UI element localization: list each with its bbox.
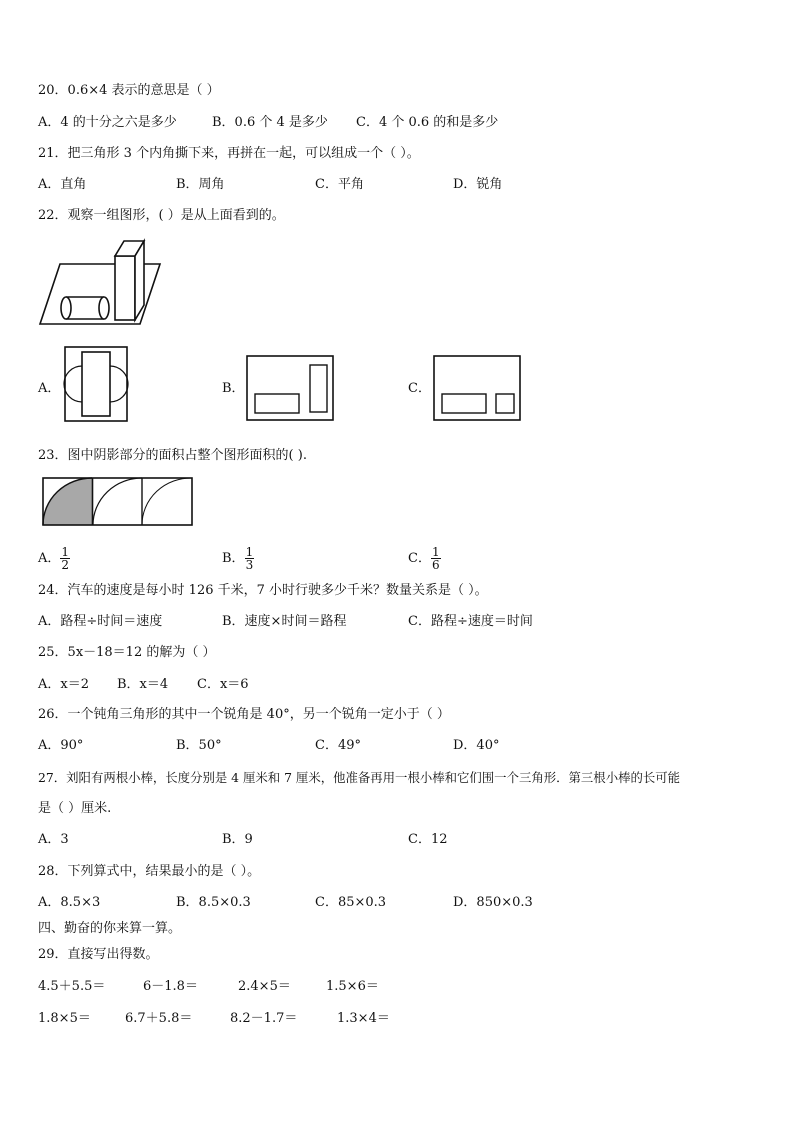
q26-option-d[interactable]: D．40° xyxy=(453,738,500,753)
q22-stem: 22．观察一组图形，( ）是从上面看到的。 xyxy=(38,208,285,223)
q22-option-c-view[interactable] xyxy=(433,355,521,421)
q22-option-b-view[interactable] xyxy=(246,355,334,421)
q22-option-c-label[interactable]: C． xyxy=(408,381,431,396)
q24-stem: 24．汽车的速度是每小时 126 千米，7 小时行驶多少千米？数量关系是（ ）。 xyxy=(38,583,488,598)
q23-option-a-label: A． xyxy=(38,551,61,566)
q22-option-a-view[interactable] xyxy=(64,346,128,422)
q20-stem: 20．0.6×4 表示的意思是（ ） xyxy=(38,83,220,98)
q22-option-b-label[interactable]: B． xyxy=(222,381,245,396)
q24-option-b[interactable]: B．速度×时间＝路程 xyxy=(222,614,347,629)
q20-option-a[interactable]: A．4 的十分之六是多少 xyxy=(38,115,177,130)
q29-item: 6－1.8＝ xyxy=(143,979,198,994)
q28-option-a[interactable]: A．8.5×3 xyxy=(38,895,101,910)
q28-option-b[interactable]: B．8.5×0.3 xyxy=(176,895,251,910)
q23-option-b-fraction: $\frac{1}{3}$ xyxy=(245,545,254,572)
q26-option-c[interactable]: C．49° xyxy=(315,738,361,753)
q23-option-c[interactable] xyxy=(408,546,441,571)
q29-item: 1.3×4＝ xyxy=(337,1011,390,1026)
q29-item: 1.5×6＝ xyxy=(326,979,379,994)
q23-shaded-figure xyxy=(42,477,194,527)
q29-item: 6.7＋5.8＝ xyxy=(125,1011,193,1026)
q28-option-d[interactable]: D．850×0.3 xyxy=(453,895,533,910)
q23-option-b-label: B． xyxy=(222,551,245,566)
q27-stem-line1: 27．刘阳有两根小棒，长度分别是 4 厘米和 7 厘米，他准备再用一根小棒和它们围一个三角形．第三根小棒的长可能 xyxy=(38,770,681,785)
q23-option-c-label: C． xyxy=(408,551,431,566)
q23-option-b[interactable] xyxy=(222,546,254,571)
q28-option-c[interactable]: C．85×0.3 xyxy=(315,895,387,910)
q25-option-c[interactable]: C．x＝6 xyxy=(197,677,249,692)
q29-item: 4.5＋5.5＝ xyxy=(38,979,106,994)
q29-stem: 29．直接写出得数。 xyxy=(38,947,159,962)
q27-stem-line2: 是（ ）厘米. xyxy=(38,801,112,816)
q21-option-c[interactable]: C．平角 xyxy=(315,177,364,192)
section-heading: 四、勤奋的你来算一算。 xyxy=(38,921,182,936)
q21-option-d[interactable]: D．锐角 xyxy=(453,177,503,192)
q23-option-c-fraction: $\frac{1}{6}$ xyxy=(431,545,440,572)
q21-stem: 21．把三角形 3 个内角撕下来，再拼在一起，可以组成一个（ ）。 xyxy=(38,146,420,161)
q23-option-a-fraction: $\frac{1}{2}$ xyxy=(61,545,70,572)
q20-option-b[interactable]: B．0.6 个 4 是多少 xyxy=(212,115,328,130)
q24-option-c[interactable]: C．路程÷速度＝时间 xyxy=(408,614,533,629)
q25-option-b[interactable]: B．x＝4 xyxy=(117,677,169,692)
q27-option-b[interactable]: B．9 xyxy=(222,832,253,847)
q26-option-b[interactable]: B．50° xyxy=(176,738,222,753)
q22-solids-figure xyxy=(38,236,168,328)
q29-item: 2.4×5＝ xyxy=(238,979,291,994)
q29-item: 8.2－1.7＝ xyxy=(230,1011,298,1026)
q27-option-a[interactable]: A．3 xyxy=(38,832,69,847)
q20-option-c[interactable]: C．4 个 0.6 的和是多少 xyxy=(356,115,499,130)
q26-option-a[interactable]: A．90° xyxy=(38,738,84,753)
q28-stem: 28．下列算式中，结果最小的是（ ）。 xyxy=(38,864,261,879)
q22-option-a-label[interactable]: A． xyxy=(38,381,61,396)
q27-option-c[interactable]: C．12 xyxy=(408,832,448,847)
q21-option-b[interactable]: B．周角 xyxy=(176,177,225,192)
q23-stem: 23．图中阴影部分的面积占整个图形面积的( ). xyxy=(38,448,307,463)
q23-option-a[interactable] xyxy=(38,546,70,571)
q21-option-a[interactable]: A．直角 xyxy=(38,177,87,192)
q29-item: 1.8×5＝ xyxy=(38,1011,91,1026)
q24-option-a[interactable]: A．路程÷时间＝速度 xyxy=(38,614,163,629)
q25-stem: 25．5x－18＝12 的解为（ ） xyxy=(38,645,216,660)
q25-option-a[interactable]: A．x＝2 xyxy=(38,677,89,692)
q26-stem: 26．一个钝角三角形的其中一个锐角是 40°，另一个锐角一定小于（ ） xyxy=(38,707,450,722)
